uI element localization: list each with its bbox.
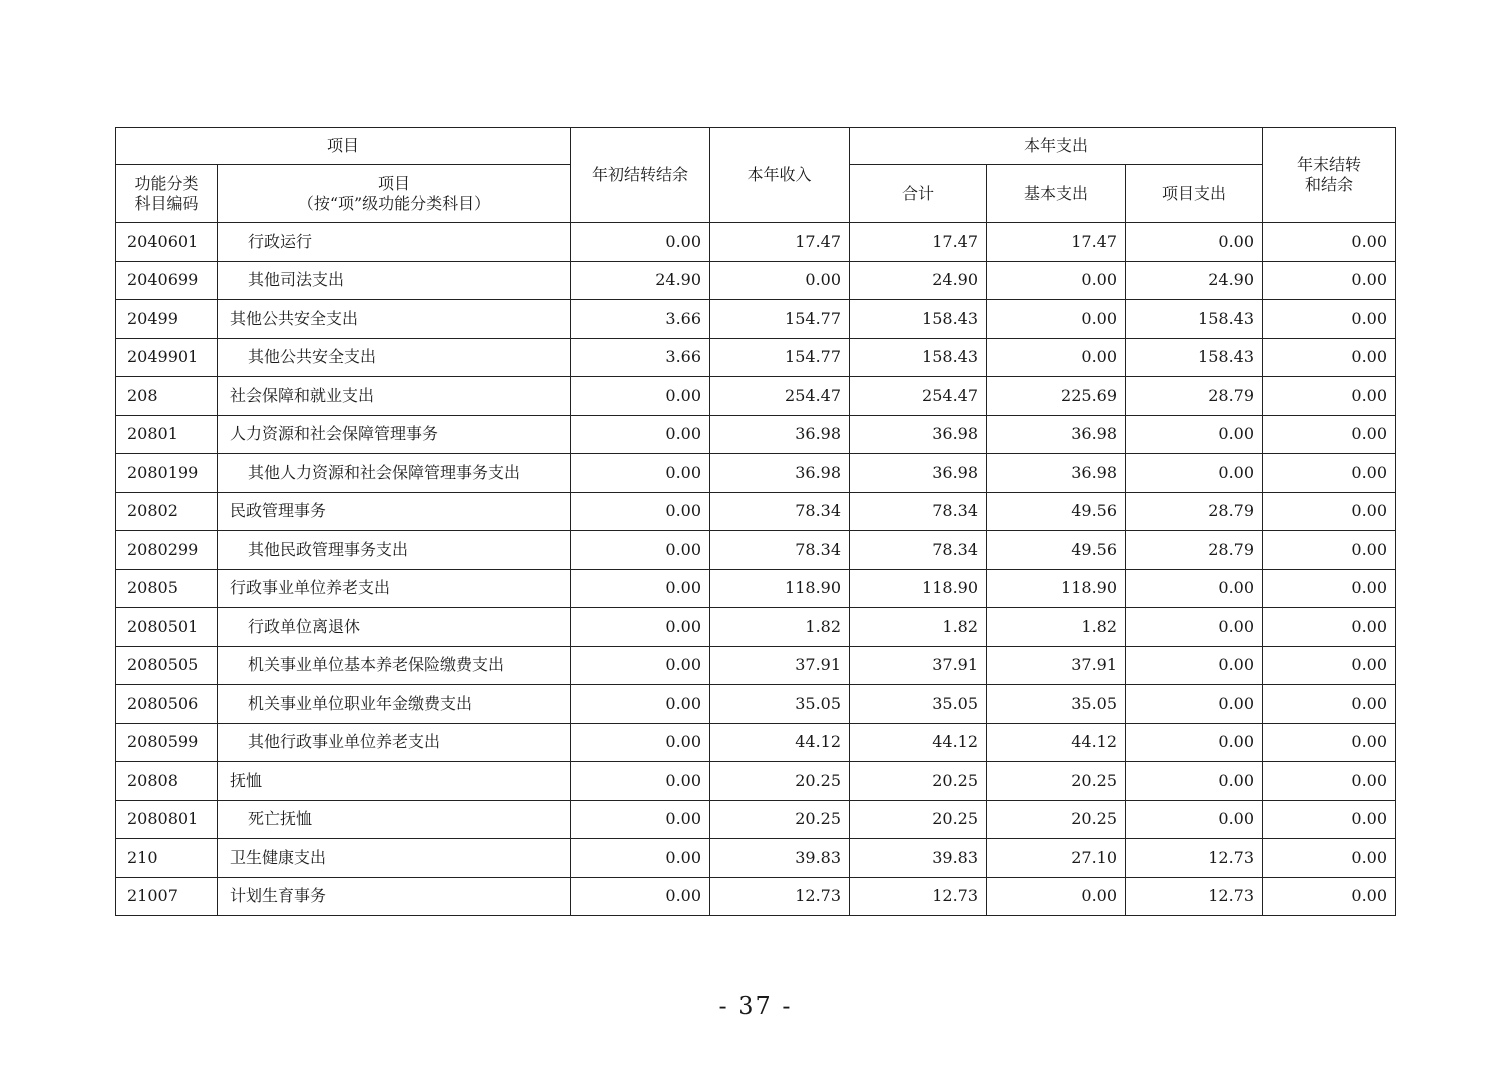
cell-basic: 49.56 bbox=[987, 531, 1126, 570]
cell-income: 154.77 bbox=[710, 338, 850, 377]
cell-total: 37.91 bbox=[850, 646, 987, 685]
cell-closing-balance: 0.00 bbox=[1263, 415, 1396, 454]
table-row bbox=[116, 800, 1396, 839]
header-code-line2: 科目编码 bbox=[134, 193, 199, 213]
cell-opening-balance: 0.00 bbox=[571, 415, 710, 454]
header-income: 本年收入 bbox=[710, 128, 850, 223]
header-closing-balance bbox=[1263, 128, 1396, 223]
cell-closing-balance: 0.00 bbox=[1263, 377, 1396, 416]
cell-basic: 0.00 bbox=[987, 338, 1126, 377]
cell-closing-balance: 0.00 bbox=[1263, 569, 1396, 608]
cell-closing-balance: 0.00 bbox=[1263, 608, 1396, 647]
cell-opening-balance: 0.00 bbox=[571, 762, 710, 801]
cell-closing-balance: 0.00 bbox=[1263, 492, 1396, 531]
cell-name: 其他公共安全支出 bbox=[218, 300, 571, 339]
cell-name: 民政管理事务 bbox=[218, 492, 571, 531]
cell-income: 20.25 bbox=[710, 800, 850, 839]
cell-closing-balance: 0.00 bbox=[1263, 800, 1396, 839]
page-number: - 37 - bbox=[718, 992, 793, 1020]
cell-project: 0.00 bbox=[1126, 723, 1263, 762]
cell-closing-balance: 0.00 bbox=[1263, 223, 1396, 262]
cell-income: 1.82 bbox=[710, 608, 850, 647]
cell-closing-balance: 0.00 bbox=[1263, 646, 1396, 685]
cell-project: 12.73 bbox=[1126, 877, 1263, 916]
cell-project: 0.00 bbox=[1126, 646, 1263, 685]
cell-basic: 27.10 bbox=[987, 839, 1126, 878]
cell-code: 2080599 bbox=[116, 723, 218, 762]
cell-name: 其他民政管理事务支出 bbox=[218, 531, 571, 570]
cell-name: 卫生健康支出 bbox=[218, 839, 571, 878]
cell-code: 208 bbox=[116, 377, 218, 416]
cell-closing-balance: 0.00 bbox=[1263, 839, 1396, 878]
table-row bbox=[116, 377, 1396, 416]
cell-code: 2049901 bbox=[116, 338, 218, 377]
cell-opening-balance: 0.00 bbox=[571, 685, 710, 724]
table-row bbox=[116, 261, 1396, 300]
cell-opening-balance: 0.00 bbox=[571, 531, 710, 570]
cell-closing-balance: 0.00 bbox=[1263, 723, 1396, 762]
cell-opening-balance: 0.00 bbox=[571, 454, 710, 493]
cell-closing-balance: 0.00 bbox=[1263, 762, 1396, 801]
cell-closing-balance: 0.00 bbox=[1263, 338, 1396, 377]
cell-name: 计划生育事务 bbox=[218, 877, 571, 916]
cell-opening-balance: 0.00 bbox=[571, 646, 710, 685]
cell-income: 39.83 bbox=[710, 839, 850, 878]
cell-total: 39.83 bbox=[850, 839, 987, 878]
cell-income: 36.98 bbox=[710, 415, 850, 454]
cell-closing-balance: 0.00 bbox=[1263, 454, 1396, 493]
header-code-line1: 功能分类 bbox=[134, 173, 199, 193]
table-row bbox=[116, 531, 1396, 570]
cell-total: 12.73 bbox=[850, 877, 987, 916]
cell-basic: 0.00 bbox=[987, 877, 1126, 916]
cell-code: 20499 bbox=[116, 300, 218, 339]
cell-closing-balance: 0.00 bbox=[1263, 261, 1396, 300]
header-total: 合计 bbox=[850, 165, 987, 223]
cell-opening-balance: 0.00 bbox=[571, 223, 710, 262]
cell-basic: 17.47 bbox=[987, 223, 1126, 262]
cell-code: 20801 bbox=[116, 415, 218, 454]
header-name-line1: 项目 bbox=[378, 173, 411, 193]
table-row bbox=[116, 685, 1396, 724]
cell-code: 2040601 bbox=[116, 223, 218, 262]
header-closing-line1: 年末结转 bbox=[1297, 155, 1362, 174]
cell-total: 20.25 bbox=[850, 800, 987, 839]
cell-basic: 20.25 bbox=[987, 800, 1126, 839]
cell-name: 人力资源和社会保障管理事务 bbox=[218, 415, 571, 454]
cell-name: 行政运行 bbox=[218, 223, 571, 262]
cell-total: 17.47 bbox=[850, 223, 987, 262]
cell-total: 36.98 bbox=[850, 415, 987, 454]
header-opening-balance: 年初结转结余 bbox=[571, 128, 710, 223]
cell-income: 118.90 bbox=[710, 569, 850, 608]
cell-code: 20802 bbox=[116, 492, 218, 531]
cell-total: 78.34 bbox=[850, 531, 987, 570]
header-item: 项目 bbox=[116, 128, 571, 165]
cell-total: 1.82 bbox=[850, 608, 987, 647]
cell-basic: 35.05 bbox=[987, 685, 1126, 724]
header-expenditure: 本年支出 bbox=[850, 128, 1263, 165]
cell-income: 154.77 bbox=[710, 300, 850, 339]
cell-basic: 44.12 bbox=[987, 723, 1126, 762]
cell-code: 2040699 bbox=[116, 261, 218, 300]
cell-basic: 1.82 bbox=[987, 608, 1126, 647]
cell-name: 机关事业单位基本养老保险缴费支出 bbox=[218, 646, 571, 685]
cell-name: 行政单位离退休 bbox=[218, 608, 571, 647]
cell-income: 78.34 bbox=[710, 531, 850, 570]
cell-project: 0.00 bbox=[1126, 608, 1263, 647]
cell-total: 78.34 bbox=[850, 492, 987, 531]
table-row bbox=[116, 223, 1396, 262]
cell-total: 158.43 bbox=[850, 338, 987, 377]
cell-name: 其他行政事业单位养老支出 bbox=[218, 723, 571, 762]
cell-project: 28.79 bbox=[1126, 531, 1263, 570]
cell-income: 37.91 bbox=[710, 646, 850, 685]
cell-income: 20.25 bbox=[710, 762, 850, 801]
budget-table-container bbox=[115, 127, 1395, 916]
cell-name: 社会保障和就业支出 bbox=[218, 377, 571, 416]
cell-code: 2080199 bbox=[116, 454, 218, 493]
cell-code: 21007 bbox=[116, 877, 218, 916]
cell-income: 254.47 bbox=[710, 377, 850, 416]
cell-total: 158.43 bbox=[850, 300, 987, 339]
cell-closing-balance: 0.00 bbox=[1263, 685, 1396, 724]
table-row bbox=[116, 454, 1396, 493]
cell-total: 35.05 bbox=[850, 685, 987, 724]
cell-code: 20805 bbox=[116, 569, 218, 608]
cell-name: 行政事业单位养老支出 bbox=[218, 569, 571, 608]
cell-project: 158.43 bbox=[1126, 300, 1263, 339]
cell-opening-balance: 0.00 bbox=[571, 569, 710, 608]
cell-opening-balance: 3.66 bbox=[571, 338, 710, 377]
cell-opening-balance: 3.66 bbox=[571, 300, 710, 339]
cell-total: 118.90 bbox=[850, 569, 987, 608]
cell-income: 44.12 bbox=[710, 723, 850, 762]
cell-project: 0.00 bbox=[1126, 800, 1263, 839]
cell-project: 158.43 bbox=[1126, 338, 1263, 377]
cell-project: 0.00 bbox=[1126, 223, 1263, 262]
cell-basic: 36.98 bbox=[987, 415, 1126, 454]
budget-table bbox=[115, 127, 1396, 916]
cell-name: 其他公共安全支出 bbox=[218, 338, 571, 377]
cell-opening-balance: 0.00 bbox=[571, 877, 710, 916]
cell-basic: 0.00 bbox=[987, 261, 1126, 300]
cell-basic: 49.56 bbox=[987, 492, 1126, 531]
cell-code: 210 bbox=[116, 839, 218, 878]
cell-total: 254.47 bbox=[850, 377, 987, 416]
cell-opening-balance: 0.00 bbox=[571, 608, 710, 647]
cell-income: 36.98 bbox=[710, 454, 850, 493]
cell-basic: 20.25 bbox=[987, 762, 1126, 801]
cell-closing-balance: 0.00 bbox=[1263, 531, 1396, 570]
cell-opening-balance: 0.00 bbox=[571, 800, 710, 839]
cell-name: 机关事业单位职业年金缴费支出 bbox=[218, 685, 571, 724]
header-name bbox=[218, 165, 571, 223]
cell-income: 17.47 bbox=[710, 223, 850, 262]
cell-basic: 0.00 bbox=[987, 300, 1126, 339]
cell-total: 24.90 bbox=[850, 261, 987, 300]
cell-project: 24.90 bbox=[1126, 261, 1263, 300]
cell-income: 35.05 bbox=[710, 685, 850, 724]
cell-name: 抚恤 bbox=[218, 762, 571, 801]
cell-total: 36.98 bbox=[850, 454, 987, 493]
cell-project: 0.00 bbox=[1126, 685, 1263, 724]
table-row bbox=[116, 608, 1396, 647]
cell-total: 20.25 bbox=[850, 762, 987, 801]
cell-project: 0.00 bbox=[1126, 454, 1263, 493]
cell-basic: 225.69 bbox=[987, 377, 1126, 416]
cell-project: 28.79 bbox=[1126, 377, 1263, 416]
cell-code: 2080299 bbox=[116, 531, 218, 570]
cell-basic: 118.90 bbox=[987, 569, 1126, 608]
cell-code: 20808 bbox=[116, 762, 218, 801]
cell-code: 2080501 bbox=[116, 608, 218, 647]
cell-income: 12.73 bbox=[710, 877, 850, 916]
cell-project: 12.73 bbox=[1126, 839, 1263, 878]
cell-code: 2080506 bbox=[116, 685, 218, 724]
table-row bbox=[116, 415, 1396, 454]
cell-project: 28.79 bbox=[1126, 492, 1263, 531]
header-basic: 基本支出 bbox=[987, 165, 1126, 223]
table-body bbox=[116, 223, 1396, 916]
table-row bbox=[116, 723, 1396, 762]
cell-income: 0.00 bbox=[710, 261, 850, 300]
table-row bbox=[116, 877, 1396, 916]
header-closing-line2: 和结余 bbox=[1305, 175, 1354, 194]
cell-opening-balance: 0.00 bbox=[571, 723, 710, 762]
header-code bbox=[116, 165, 218, 223]
cell-total: 44.12 bbox=[850, 723, 987, 762]
table-row bbox=[116, 300, 1396, 339]
table-row bbox=[116, 338, 1396, 377]
cell-project: 0.00 bbox=[1126, 569, 1263, 608]
cell-closing-balance: 0.00 bbox=[1263, 300, 1396, 339]
cell-name: 死亡抚恤 bbox=[218, 800, 571, 839]
cell-opening-balance: 24.90 bbox=[571, 261, 710, 300]
cell-basic: 36.98 bbox=[987, 454, 1126, 493]
cell-project: 0.00 bbox=[1126, 415, 1263, 454]
cell-basic: 37.91 bbox=[987, 646, 1126, 685]
cell-code: 2080801 bbox=[116, 800, 218, 839]
cell-opening-balance: 0.00 bbox=[571, 377, 710, 416]
table-row bbox=[116, 839, 1396, 878]
cell-opening-balance: 0.00 bbox=[571, 839, 710, 878]
cell-closing-balance: 0.00 bbox=[1263, 877, 1396, 916]
table-row bbox=[116, 569, 1396, 608]
cell-opening-balance: 0.00 bbox=[571, 492, 710, 531]
cell-income: 78.34 bbox=[710, 492, 850, 531]
cell-name: 其他人力资源和社会保障管理事务支出 bbox=[218, 454, 571, 493]
cell-code: 2080505 bbox=[116, 646, 218, 685]
header-project: 项目支出 bbox=[1126, 165, 1263, 223]
table-row bbox=[116, 646, 1396, 685]
cell-project: 0.00 bbox=[1126, 762, 1263, 801]
table-row bbox=[116, 762, 1396, 801]
header-name-line2: （按“项”级功能分类科目） bbox=[297, 193, 491, 213]
table-header bbox=[116, 128, 1396, 223]
table-row bbox=[116, 492, 1396, 531]
cell-name: 其他司法支出 bbox=[218, 261, 571, 300]
